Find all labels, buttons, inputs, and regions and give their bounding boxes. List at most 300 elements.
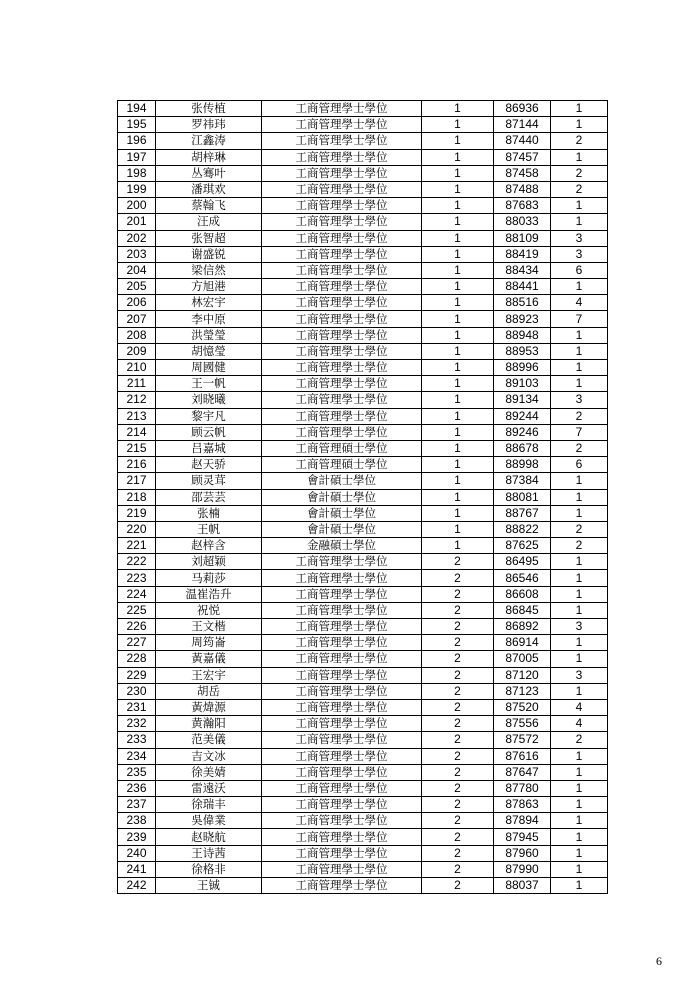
id-cell: 86845 — [494, 602, 551, 618]
row-number-cell: 234 — [118, 748, 156, 764]
degree-cell: 金融碩士學位 — [262, 538, 422, 554]
degree-cell: 工商管理學士學位 — [262, 780, 422, 796]
name-cell: 周國健 — [156, 360, 262, 376]
row-number-cell: 220 — [118, 521, 156, 537]
degree-cell: 工商管理學士學位 — [262, 262, 422, 278]
table-row — [118, 133, 608, 149]
degree-cell: 工商管理學士學位 — [262, 748, 422, 764]
degree-cell: 工商管理學士學位 — [262, 716, 422, 732]
id-cell: 88081 — [494, 489, 551, 505]
id-cell: 87960 — [494, 845, 551, 861]
id-cell: 87863 — [494, 797, 551, 813]
row-number-cell: 224 — [118, 586, 156, 602]
row-number-cell: 195 — [118, 117, 156, 133]
name-cell: 汪成 — [156, 214, 262, 230]
id-cell: 89134 — [494, 392, 551, 408]
table-row — [118, 797, 608, 813]
name-cell: 周筠崙 — [156, 635, 262, 651]
degree-cell: 工商管理學士學位 — [262, 667, 422, 683]
count-cell: 1 — [551, 279, 608, 295]
id-cell: 87488 — [494, 181, 551, 197]
name-cell: 赵晓航 — [156, 829, 262, 845]
count-cell: 7 — [551, 424, 608, 440]
count-cell: 1 — [551, 149, 608, 165]
degree-cell: 工商管理學士學位 — [262, 214, 422, 230]
class-cell: 2 — [422, 602, 494, 618]
table-row — [118, 619, 608, 635]
id-cell: 86936 — [494, 101, 551, 117]
count-cell: 2 — [551, 408, 608, 424]
table-row — [118, 748, 608, 764]
class-cell: 1 — [422, 408, 494, 424]
id-cell: 87990 — [494, 861, 551, 877]
table-row — [118, 279, 608, 295]
row-number-cell: 209 — [118, 343, 156, 359]
class-cell: 1 — [422, 343, 494, 359]
table-row — [118, 716, 608, 732]
table-row — [118, 829, 608, 845]
id-cell: 88678 — [494, 440, 551, 456]
class-cell: 2 — [422, 635, 494, 651]
name-cell: 顾云帆 — [156, 424, 262, 440]
id-cell: 88767 — [494, 505, 551, 521]
degree-cell: 工商管理學士學位 — [262, 797, 422, 813]
name-cell: 王文楷 — [156, 619, 262, 635]
table-row — [118, 878, 608, 894]
count-cell: 1 — [551, 635, 608, 651]
row-number-cell: 242 — [118, 878, 156, 894]
row-number-cell: 233 — [118, 732, 156, 748]
table-row — [118, 343, 608, 359]
row-number-cell: 194 — [118, 101, 156, 117]
class-cell: 2 — [422, 699, 494, 715]
class-cell: 1 — [422, 230, 494, 246]
count-cell: 1 — [551, 343, 608, 359]
id-cell: 88822 — [494, 521, 551, 537]
name-cell: 马莉莎 — [156, 570, 262, 586]
class-cell: 1 — [422, 165, 494, 181]
row-number-cell: 198 — [118, 165, 156, 181]
table-row — [118, 230, 608, 246]
class-cell: 1 — [422, 376, 494, 392]
class-cell: 1 — [422, 214, 494, 230]
row-number-cell: 219 — [118, 505, 156, 521]
name-cell: 刘晓曦 — [156, 392, 262, 408]
row-number-cell: 225 — [118, 602, 156, 618]
count-cell: 7 — [551, 311, 608, 327]
count-cell: 1 — [551, 376, 608, 392]
class-cell: 2 — [422, 748, 494, 764]
table-row — [118, 408, 608, 424]
name-cell: 江鑫涛 — [156, 133, 262, 149]
row-number-cell: 238 — [118, 813, 156, 829]
id-cell: 87123 — [494, 683, 551, 699]
degree-cell: 會計碩士學位 — [262, 505, 422, 521]
id-cell: 88923 — [494, 311, 551, 327]
id-cell: 86546 — [494, 570, 551, 586]
row-number-cell: 200 — [118, 198, 156, 214]
degree-cell: 工商管理學士學位 — [262, 570, 422, 586]
degree-cell: 會計碩士學位 — [262, 473, 422, 489]
class-cell: 2 — [422, 619, 494, 635]
class-cell: 2 — [422, 764, 494, 780]
name-cell: 王帆 — [156, 521, 262, 537]
row-number-cell: 208 — [118, 327, 156, 343]
class-cell: 2 — [422, 732, 494, 748]
row-number-cell: 228 — [118, 651, 156, 667]
degree-cell: 工商管理學士學位 — [262, 327, 422, 343]
row-number-cell: 202 — [118, 230, 156, 246]
row-number-cell: 212 — [118, 392, 156, 408]
degree-cell: 工商管理學士學位 — [262, 813, 422, 829]
table-row — [118, 699, 608, 715]
table-row — [118, 813, 608, 829]
class-cell: 1 — [422, 457, 494, 473]
table-row — [118, 457, 608, 473]
row-number-cell: 217 — [118, 473, 156, 489]
class-cell: 2 — [422, 861, 494, 877]
table-row — [118, 667, 608, 683]
name-cell: 黎宇凡 — [156, 408, 262, 424]
class-cell: 1 — [422, 279, 494, 295]
id-cell: 87625 — [494, 538, 551, 554]
degree-cell: 工商管理學士學位 — [262, 602, 422, 618]
count-cell: 1 — [551, 554, 608, 570]
name-cell: 邵芸芸 — [156, 489, 262, 505]
count-cell: 1 — [551, 586, 608, 602]
class-cell: 1 — [422, 117, 494, 133]
class-cell: 1 — [422, 489, 494, 505]
name-cell: 李中原 — [156, 311, 262, 327]
count-cell: 1 — [551, 505, 608, 521]
id-cell: 86608 — [494, 586, 551, 602]
degree-cell: 工商管理學士學位 — [262, 424, 422, 440]
count-cell: 1 — [551, 570, 608, 586]
row-number-cell: 235 — [118, 764, 156, 780]
row-number-cell: 216 — [118, 457, 156, 473]
degree-cell: 工商管理學士學位 — [262, 651, 422, 667]
id-cell: 87894 — [494, 813, 551, 829]
count-cell: 2 — [551, 165, 608, 181]
name-cell: 刘超颖 — [156, 554, 262, 570]
table-row — [118, 246, 608, 262]
count-cell: 1 — [551, 651, 608, 667]
id-cell: 87144 — [494, 117, 551, 133]
row-number-cell: 222 — [118, 554, 156, 570]
row-number-cell: 239 — [118, 829, 156, 845]
count-cell: 1 — [551, 797, 608, 813]
class-cell: 2 — [422, 667, 494, 683]
count-cell: 4 — [551, 716, 608, 732]
records-table — [117, 100, 608, 894]
table-row — [118, 570, 608, 586]
count-cell: 1 — [551, 764, 608, 780]
table-row — [118, 117, 608, 133]
table-row — [118, 554, 608, 570]
id-cell: 88033 — [494, 214, 551, 230]
table-row — [118, 521, 608, 537]
name-cell: 顾灵茸 — [156, 473, 262, 489]
table-row — [118, 602, 608, 618]
row-number-cell: 204 — [118, 262, 156, 278]
table-row — [118, 262, 608, 278]
class-cell: 1 — [422, 246, 494, 262]
name-cell: 胡梓琳 — [156, 149, 262, 165]
row-number-cell: 237 — [118, 797, 156, 813]
count-cell: 1 — [551, 198, 608, 214]
table-row — [118, 505, 608, 521]
id-cell: 88037 — [494, 878, 551, 894]
class-cell: 2 — [422, 554, 494, 570]
count-cell: 1 — [551, 829, 608, 845]
name-cell: 王诗茜 — [156, 845, 262, 861]
row-number-cell: 230 — [118, 683, 156, 699]
class-cell: 1 — [422, 521, 494, 537]
name-cell: 王一帆 — [156, 376, 262, 392]
name-cell: 赵梓含 — [156, 538, 262, 554]
table-row — [118, 489, 608, 505]
name-cell: 方旭港 — [156, 279, 262, 295]
class-cell: 2 — [422, 780, 494, 796]
count-cell: 1 — [551, 101, 608, 117]
id-cell: 88109 — [494, 230, 551, 246]
degree-cell: 工商管理學士學位 — [262, 619, 422, 635]
class-cell: 1 — [422, 295, 494, 311]
degree-cell: 工商管理學士學位 — [262, 198, 422, 214]
table-row — [118, 214, 608, 230]
id-cell: 87458 — [494, 165, 551, 181]
class-cell: 2 — [422, 716, 494, 732]
class-cell: 2 — [422, 683, 494, 699]
class-cell: 2 — [422, 651, 494, 667]
count-cell: 3 — [551, 667, 608, 683]
records-table-body — [118, 101, 608, 894]
row-number-cell: 231 — [118, 699, 156, 715]
degree-cell: 工商管理學士學位 — [262, 133, 422, 149]
row-number-cell: 199 — [118, 181, 156, 197]
table-row — [118, 780, 608, 796]
row-number-cell: 196 — [118, 133, 156, 149]
degree-cell: 工商管理學士學位 — [262, 861, 422, 877]
id-cell: 87945 — [494, 829, 551, 845]
count-cell: 1 — [551, 780, 608, 796]
degree-cell: 工商管理學士學位 — [262, 165, 422, 181]
row-number-cell: 213 — [118, 408, 156, 424]
row-number-cell: 197 — [118, 149, 156, 165]
name-cell: 蔡翰飞 — [156, 198, 262, 214]
table-row — [118, 101, 608, 117]
id-cell: 88516 — [494, 295, 551, 311]
degree-cell: 工商管理學士學位 — [262, 392, 422, 408]
degree-cell: 工商管理學士學位 — [262, 295, 422, 311]
id-cell: 87457 — [494, 149, 551, 165]
row-number-cell: 215 — [118, 440, 156, 456]
degree-cell: 工商管理學士學位 — [262, 829, 422, 845]
name-cell: 胡岳 — [156, 683, 262, 699]
table-row — [118, 424, 608, 440]
class-cell: 1 — [422, 327, 494, 343]
id-cell: 88948 — [494, 327, 551, 343]
degree-cell: 工商管理學士學位 — [262, 732, 422, 748]
count-cell: 6 — [551, 262, 608, 278]
class-cell: 1 — [422, 311, 494, 327]
table-row — [118, 683, 608, 699]
name-cell: 洪瑩瑩 — [156, 327, 262, 343]
row-number-cell: 207 — [118, 311, 156, 327]
degree-cell: 工商管理學士學位 — [262, 343, 422, 359]
name-cell: 林宏宇 — [156, 295, 262, 311]
class-cell: 2 — [422, 586, 494, 602]
name-cell: 张智超 — [156, 230, 262, 246]
table-row — [118, 165, 608, 181]
degree-cell: 工商管理學士學位 — [262, 117, 422, 133]
class-cell: 1 — [422, 505, 494, 521]
id-cell: 87616 — [494, 748, 551, 764]
class-cell: 1 — [422, 440, 494, 456]
table-row — [118, 764, 608, 780]
degree-cell: 工商管理學士學位 — [262, 360, 422, 376]
count-cell: 1 — [551, 748, 608, 764]
table-row — [118, 181, 608, 197]
id-cell: 87520 — [494, 699, 551, 715]
name-cell: 黃煒源 — [156, 699, 262, 715]
name-cell: 潘琪欢 — [156, 181, 262, 197]
id-cell: 87572 — [494, 732, 551, 748]
row-number-cell: 205 — [118, 279, 156, 295]
class-cell: 2 — [422, 845, 494, 861]
count-cell: 2 — [551, 538, 608, 554]
name-cell: 丛骞叶 — [156, 165, 262, 181]
degree-cell: 工商管理學士學位 — [262, 683, 422, 699]
table-row — [118, 376, 608, 392]
id-cell: 89244 — [494, 408, 551, 424]
class-cell: 1 — [422, 424, 494, 440]
degree-cell: 工商管理學士學位 — [262, 554, 422, 570]
degree-cell: 工商管理學士學位 — [262, 845, 422, 861]
degree-cell: 工商管理學士學位 — [262, 311, 422, 327]
table-row — [118, 198, 608, 214]
id-cell: 88419 — [494, 246, 551, 262]
count-cell: 3 — [551, 392, 608, 408]
count-cell: 1 — [551, 878, 608, 894]
degree-cell: 工商管理學士學位 — [262, 149, 422, 165]
count-cell: 3 — [551, 230, 608, 246]
page-number: 6 — [656, 954, 662, 968]
count-cell: 1 — [551, 117, 608, 133]
name-cell: 吳偉業 — [156, 813, 262, 829]
count-cell: 4 — [551, 699, 608, 715]
id-cell: 87005 — [494, 651, 551, 667]
row-number-cell: 221 — [118, 538, 156, 554]
class-cell: 1 — [422, 392, 494, 408]
name-cell: 王铖 — [156, 878, 262, 894]
id-cell: 86495 — [494, 554, 551, 570]
class-cell: 1 — [422, 538, 494, 554]
name-cell: 范美儀 — [156, 732, 262, 748]
id-cell: 88441 — [494, 279, 551, 295]
table-row — [118, 861, 608, 877]
name-cell: 吕嘉城 — [156, 440, 262, 456]
id-cell: 87556 — [494, 716, 551, 732]
class-cell: 1 — [422, 262, 494, 278]
row-number-cell: 227 — [118, 635, 156, 651]
name-cell: 梁信然 — [156, 262, 262, 278]
count-cell: 4 — [551, 295, 608, 311]
name-cell: 徐瑞丰 — [156, 797, 262, 813]
name-cell: 谢盛锐 — [156, 246, 262, 262]
class-cell: 2 — [422, 813, 494, 829]
row-number-cell: 206 — [118, 295, 156, 311]
row-number-cell: 229 — [118, 667, 156, 683]
id-cell: 87647 — [494, 764, 551, 780]
table-row — [118, 635, 608, 651]
class-cell: 2 — [422, 570, 494, 586]
degree-cell: 工商管理碩士學位 — [262, 440, 422, 456]
table-row — [118, 327, 608, 343]
count-cell: 1 — [551, 214, 608, 230]
id-cell: 88434 — [494, 262, 551, 278]
id-cell: 87683 — [494, 198, 551, 214]
count-cell: 1 — [551, 861, 608, 877]
class-cell: 2 — [422, 878, 494, 894]
degree-cell: 工商管理學士學位 — [262, 878, 422, 894]
degree-cell: 工商管理學士學位 — [262, 764, 422, 780]
count-cell: 3 — [551, 246, 608, 262]
name-cell: 张楠 — [156, 505, 262, 521]
id-cell: 86914 — [494, 635, 551, 651]
degree-cell: 工商管理碩士學位 — [262, 457, 422, 473]
degree-cell: 工商管理學士學位 — [262, 230, 422, 246]
table-row — [118, 295, 608, 311]
row-number-cell: 226 — [118, 619, 156, 635]
degree-cell: 工商管理學士學位 — [262, 699, 422, 715]
count-cell: 6 — [551, 457, 608, 473]
id-cell: 87440 — [494, 133, 551, 149]
row-number-cell: 203 — [118, 246, 156, 262]
class-cell: 1 — [422, 181, 494, 197]
count-cell: 2 — [551, 440, 608, 456]
name-cell: 吉文冰 — [156, 748, 262, 764]
row-number-cell: 232 — [118, 716, 156, 732]
class-cell: 2 — [422, 797, 494, 813]
table-row — [118, 473, 608, 489]
id-cell: 89246 — [494, 424, 551, 440]
row-number-cell: 223 — [118, 570, 156, 586]
table-row — [118, 732, 608, 748]
row-number-cell: 214 — [118, 424, 156, 440]
name-cell: 赵天骄 — [156, 457, 262, 473]
name-cell: 王宏宇 — [156, 667, 262, 683]
count-cell: 1 — [551, 473, 608, 489]
count-cell: 2 — [551, 732, 608, 748]
row-number-cell: 210 — [118, 360, 156, 376]
count-cell: 1 — [551, 360, 608, 376]
id-cell: 88998 — [494, 457, 551, 473]
name-cell: 祝悦 — [156, 602, 262, 618]
name-cell: 黄瀚阳 — [156, 716, 262, 732]
id-cell: 88996 — [494, 360, 551, 376]
class-cell: 1 — [422, 473, 494, 489]
table-row — [118, 538, 608, 554]
name-cell: 黃嘉儀 — [156, 651, 262, 667]
class-cell: 1 — [422, 360, 494, 376]
id-cell: 87120 — [494, 667, 551, 683]
degree-cell: 工商管理學士學位 — [262, 635, 422, 651]
class-cell: 1 — [422, 101, 494, 117]
count-cell: 2 — [551, 181, 608, 197]
degree-cell: 工商管理學士學位 — [262, 181, 422, 197]
degree-cell: 會計碩士學位 — [262, 521, 422, 537]
